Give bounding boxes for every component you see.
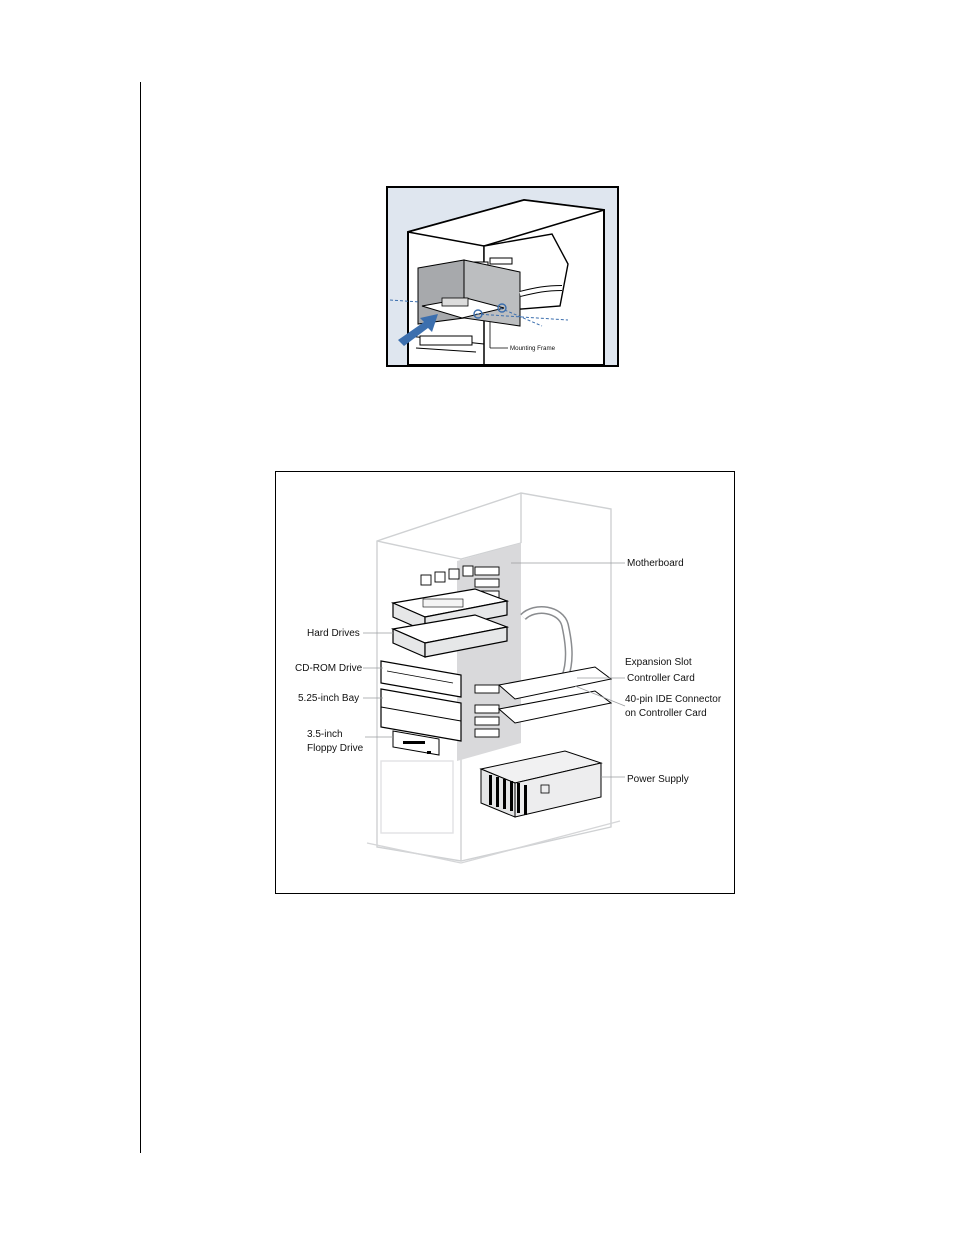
- motherboard-label: Motherboard: [627, 558, 684, 569]
- mounting-frame-figure: [386, 186, 619, 367]
- cdrom-drive-label: CD-ROM Drive: [295, 663, 363, 674]
- ide-connector-label-line2: on Controller Card: [625, 708, 707, 719]
- floppy-label-line1: 3.5-inch: [307, 729, 343, 740]
- ide-connector-label-line1: 40-pin IDE Connector: [625, 694, 722, 705]
- hard-drives-label: Hard Drives: [307, 628, 360, 639]
- computer-case-figure: [275, 471, 735, 894]
- floppy-label-line2: Floppy Drive: [307, 743, 364, 754]
- expansion-slot-label: Expansion Slot: [625, 657, 692, 668]
- bay-525-label: 5.25-inch Bay: [298, 693, 360, 704]
- controller-card-label: Controller Card: [627, 673, 695, 684]
- mounting-frame-label: Mounting Frame: [510, 345, 556, 352]
- power-supply-label: Power Supply: [627, 774, 689, 785]
- margin-rule: [140, 82, 141, 1153]
